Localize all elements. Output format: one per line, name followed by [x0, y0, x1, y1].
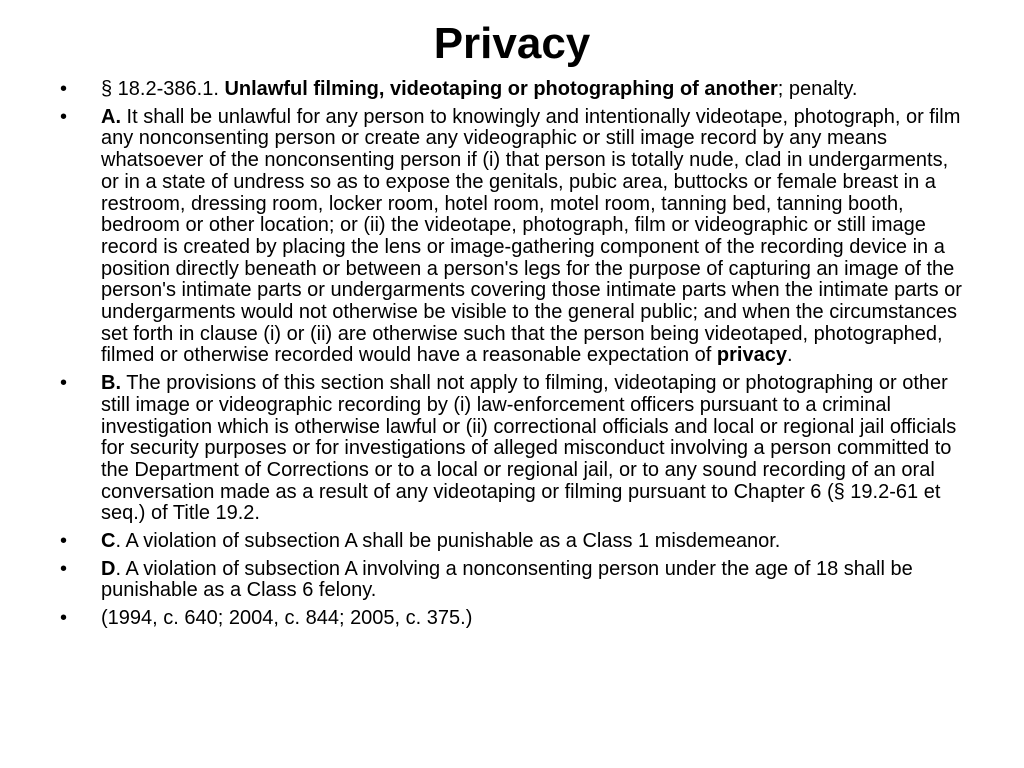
- bullet-history-citation: [0, 608, 1024, 630]
- subsection-c-label: C: [101, 530, 116, 553]
- bullet-subsection-c: [0, 531, 1024, 553]
- statute-number: § 18.2-386.1.: [101, 78, 225, 100]
- bullet-subsection-d: [0, 559, 1024, 602]
- bullet-dot-icon: •: [60, 105, 68, 128]
- slide-title: Privacy: [433, 19, 591, 68]
- statute-penalty: ; penalty.: [777, 78, 858, 100]
- bullet-subsection-b: [0, 373, 1024, 525]
- bullet-dot-icon: •: [60, 530, 68, 553]
- subsection-b-label: B.: [101, 372, 121, 395]
- bullet-dot-icon: •: [60, 607, 68, 630]
- privacy-emphasis: privacy: [716, 344, 787, 367]
- history-citation-text: (1994, c. 640; 2004, c. 844; 2005, c. 375.): [101, 607, 473, 630]
- subsection-c-text: . A violation of subsection A shall be punishable as a Class 1 misdemeanor.: [115, 530, 781, 553]
- subsection-a-end: .: [786, 344, 793, 367]
- statute-title: Unlawful filming, videotaping or photographing of another: [224, 78, 778, 100]
- bullet-dot-icon: •: [60, 78, 68, 100]
- bullet-dot-icon: •: [60, 372, 68, 395]
- bullet-statute-heading: [0, 79, 1024, 101]
- subsection-d-label: D: [101, 557, 116, 580]
- subsection-b-text: The provisions of this section shall not apply to filming, videotaping or photographing or other still image or videographic recording by (i) law-enforcement officers pursuant to a criminal investigation which is otherwise lawful or (ii) correctional officials and local or regional jail officials for security purposes or for investigations of alleged misconduct involving a person committed to the Department of Corrections or to a local or regional jail, or to any sound recording of an oral conversation made as a result of any videotaping or filming pursuant to Chapter 6 (§ 19.2-61 et seq.) of Title 19.2.: [101, 372, 957, 525]
- subsection-d-text: . A violation of subsection A involving a nonconsenting person under the age of 18 shall be punishable as a Class 6 felony.: [101, 557, 913, 602]
- subsection-a-label: A.: [101, 105, 121, 128]
- bullet-subsection-a: [0, 107, 1024, 367]
- bullet-list: [0, 79, 1024, 636]
- bullet-dot-icon: •: [60, 557, 68, 580]
- subsection-a-text: It shall be unlawful for any person to knowingly and intentionally videotape, photograph, or film any nonconsenting person or create any videographic or still image record by any means whatsoever of the nonconsenting person if (i) that person is totally nude, clad in undergarments, or in a state of undress so as to expose the genitals, pubic area, buttocks or female breast in a restroom, dressing room, locker room, hotel room, motel room, tanning bed, tanning booth, bedroom or other location; or (ii) the videotape, photograph, film or videographic or still image record is created by placing the lens or image-gathering component of the recording device in a position directly beneath or between a person's legs for the purpose of capturing an image of the person's intimate parts or undergarments covering those intimate parts when the intimate parts or undergarments would not otherwise be visible to the general public; and when the circumstances set forth in clause (i) or (ii) are otherwise such that the person being videotaped, photographed, filmed or otherwise recorded would have a reasonable expectation of: [101, 105, 962, 367]
